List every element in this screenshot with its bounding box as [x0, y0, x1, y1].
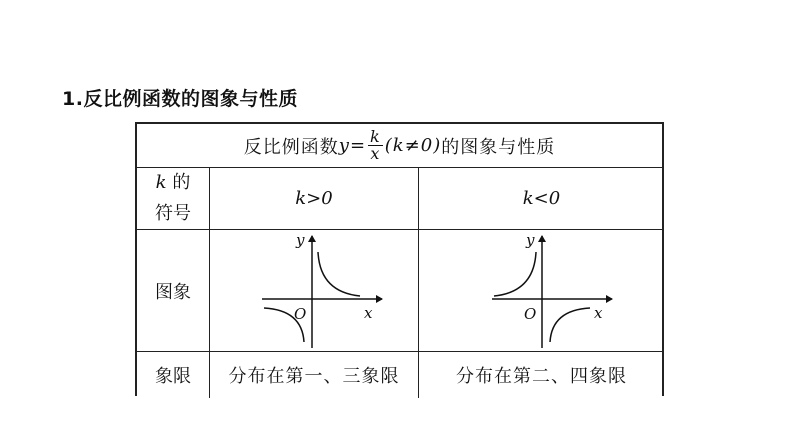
title-condition: (k≠0) — [384, 135, 442, 156]
quadrant-positive: 分布在第一、三象限 — [228, 366, 400, 387]
sign-label-cell — [137, 168, 209, 229]
fraction-numerator: k — [370, 127, 381, 146]
quadrant-label: 象限 — [155, 366, 191, 387]
table-title — [137, 124, 662, 167]
quadrant-negative: 分布在第二、四象限 — [456, 366, 627, 387]
axis-y-label: y — [526, 231, 535, 249]
properties-table — [135, 122, 664, 396]
sign-label-bottom: 符号 — [155, 202, 191, 224]
axis-x-label: x — [594, 304, 603, 322]
title-prefix: 反比例函数 — [243, 136, 339, 158]
sign-negative: k<0 — [522, 188, 561, 209]
graph-negative-k — [488, 230, 618, 350]
title-equals: = — [349, 135, 367, 156]
graph-positive-k — [258, 230, 388, 350]
sign-positive: k>0 — [295, 188, 333, 209]
title-y-var: y — [338, 135, 350, 156]
axis-x-label: x — [364, 304, 373, 322]
sign-label-top: k 的 — [155, 171, 191, 193]
hyperbola-branch-q2 — [494, 252, 536, 296]
origin-label: O — [294, 305, 307, 323]
origin-label: O — [524, 305, 537, 323]
graph-label: 图象 — [155, 281, 191, 303]
hyperbola-branch-q4 — [550, 308, 590, 342]
title-suffix: 的图象与性质 — [441, 136, 556, 158]
hyperbola-branch-q1 — [318, 252, 360, 296]
axis-y-label: y — [296, 231, 305, 249]
title-fraction — [368, 129, 383, 162]
section-heading: 1.反比例函数的图象与性质 — [62, 88, 298, 110]
fraction-denominator: x — [370, 144, 381, 163]
